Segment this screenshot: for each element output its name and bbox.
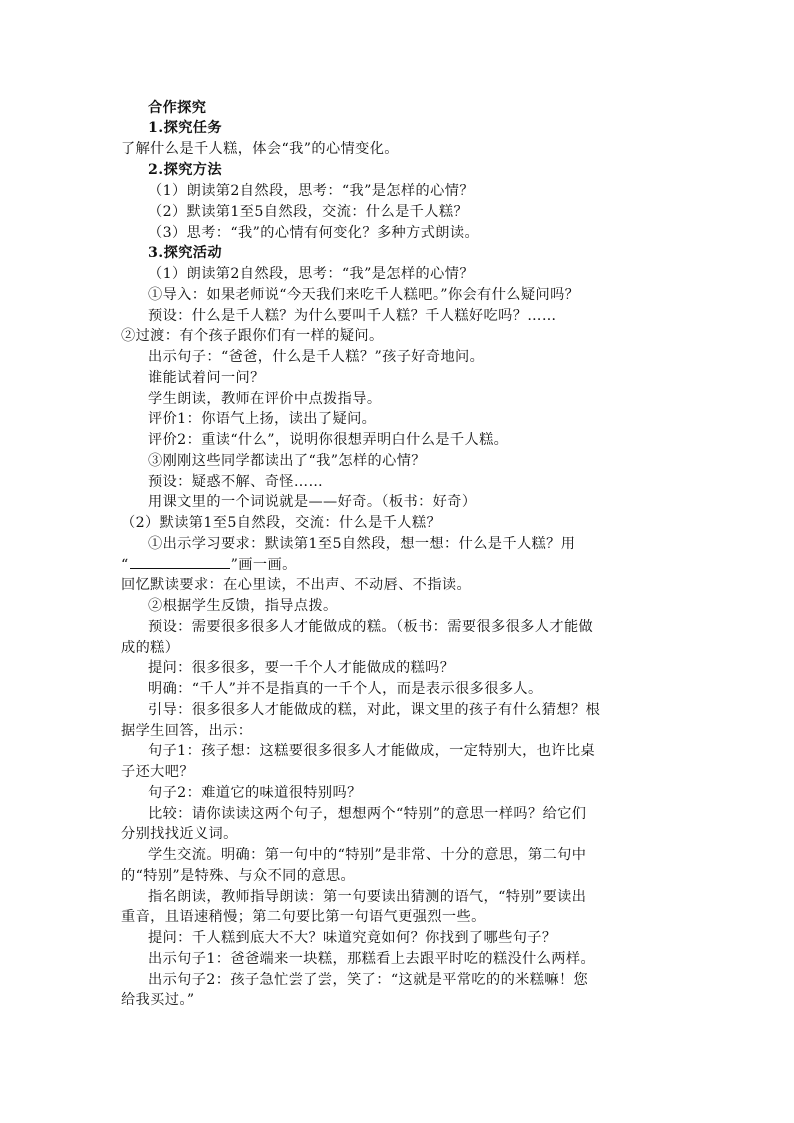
paragraph-line: 了解什么是千人糕，体会“我”的心情变化。	[121, 141, 399, 157]
paragraph-line: 学生交流。明确：第一句中的“特别”是非常、十分的意思，第二句中	[148, 847, 587, 863]
paragraph-line: 的“特别”是特殊、与众不同的意思。	[121, 868, 356, 884]
paragraph-line: ③刚刚这些同学都读出了“我”怎样的心情？	[148, 453, 426, 469]
paragraph-line: 重音，且语速稍慢；第二句要比第一句语气更强烈一些。	[121, 909, 486, 925]
paragraph-line: （1）朗读第2自然段，思考：“我”是怎样的心情？	[148, 183, 474, 199]
paragraph-line: 子还大吧？	[121, 764, 194, 780]
paragraph-line: ②过渡：有个孩子跟你们有一样的疑问。	[121, 328, 384, 344]
close-quote-text: ”画一画。	[230, 557, 297, 573]
heading-activity: 3.探究活动	[148, 245, 222, 261]
paragraph-line: 给我买过。”	[121, 992, 195, 1008]
paragraph-line: 句子1：孩子想：这糕要很多很多人才能做成，一定特别大，也许比桌	[148, 743, 596, 759]
paragraph-line: 回忆默读要求：在心里读，不出声、不动唇、不指读。	[121, 577, 472, 593]
paragraph-line: 指名朗读，教师指导朗读：第一句要读出猜测的语气，“特别”要读出	[148, 889, 587, 905]
paragraph-line: 评价2：重读“什么”，说明你很想弄明白什么是千人糕。	[148, 432, 509, 448]
paragraph-line: 比较：请你读读这两个句子，想想两个“特别”的意思一样吗？给它们	[148, 806, 587, 822]
paragraph-line: 出示句子2：孩子急忙尝了尝，笑了：“这就是平常吃的的米糕嘛！您	[148, 972, 589, 988]
paragraph-line: 句子2：难道它的味道很特别吗？	[148, 785, 362, 801]
paragraph-line: （2）默读第1至5自然段，交流：什么是千人糕？	[121, 515, 442, 531]
paragraph-line: 据学生回答，出示：	[121, 723, 253, 739]
open-quote: “	[121, 557, 129, 573]
paragraph-line: （3）思考：“我”的心情有何变化？多种方式朗读。	[148, 225, 480, 241]
paragraph-line: 预设：什么是千人糕？为什么要叫千人糕？千人糕好吃吗？……	[148, 308, 557, 324]
paragraph-line: ①出示学习要求：默读第1至5自然段，想一想：什么是千人糕？用	[148, 536, 576, 552]
paragraph-line: 提问：很多很多，要一千个人才能做成的糕吗？	[148, 660, 455, 676]
paragraph-line: 出示句子1：爸爸端来一块糕，那糕看上去跟平时吃的糕没什么两样。	[148, 951, 596, 967]
heading-task: 1.探究任务	[148, 120, 222, 136]
section-title: 合作探究	[148, 100, 207, 116]
paragraph-line: 出示句子：“爸爸，什么是千人糕？”孩子好奇地问。	[148, 349, 485, 365]
paragraph-line: （1）朗读第2自然段，思考：“我”是怎样的心情？	[148, 266, 474, 282]
paragraph-line: ①导入：如果老师说“今天我们来吃千人糕吧。”你会有什么疑问吗？	[148, 287, 580, 303]
paragraph-line: 提问：千人糕到底大不大？味道究竟如何？你找到了哪些句子？	[148, 930, 557, 946]
paragraph-line: 分别找找近义词。	[121, 826, 238, 842]
paragraph-line: （2）默读第1至5自然段，交流：什么是千人糕？	[148, 204, 469, 220]
paragraph-line: 预设：需要很多很多人才能做成的糕。（板书：需要很多很多人才能做	[148, 619, 594, 635]
paragraph-line: 学生朗读，教师在评价中点拨指导。	[148, 391, 382, 407]
paragraph-line-with-blank	[121, 555, 297, 575]
paragraph-line: ②根据学生反馈，指导点拨。	[148, 598, 338, 614]
paragraph-line: 谁能试着问一问？	[148, 370, 265, 386]
paragraph-line: 用课文里的一个词说就是——好奇。（板书：好奇）	[148, 494, 477, 510]
fill-in-blank	[130, 556, 230, 569]
paragraph-line: 引导：很多很多人才能做成的糕，对此，课文里的孩子有什么猜想？根	[148, 702, 601, 718]
paragraph-line: 明确：“千人”并不是指真的一千个人，而是表示很多很多人。	[148, 681, 543, 697]
paragraph-line: 预设：疑惑不解、奇怪……	[148, 474, 324, 490]
heading-method: 2.探究方法	[148, 162, 222, 178]
paragraph-line: 成的糕）	[121, 640, 180, 656]
paragraph-line: 评价1：你语气上扬，读出了疑问。	[148, 411, 377, 427]
